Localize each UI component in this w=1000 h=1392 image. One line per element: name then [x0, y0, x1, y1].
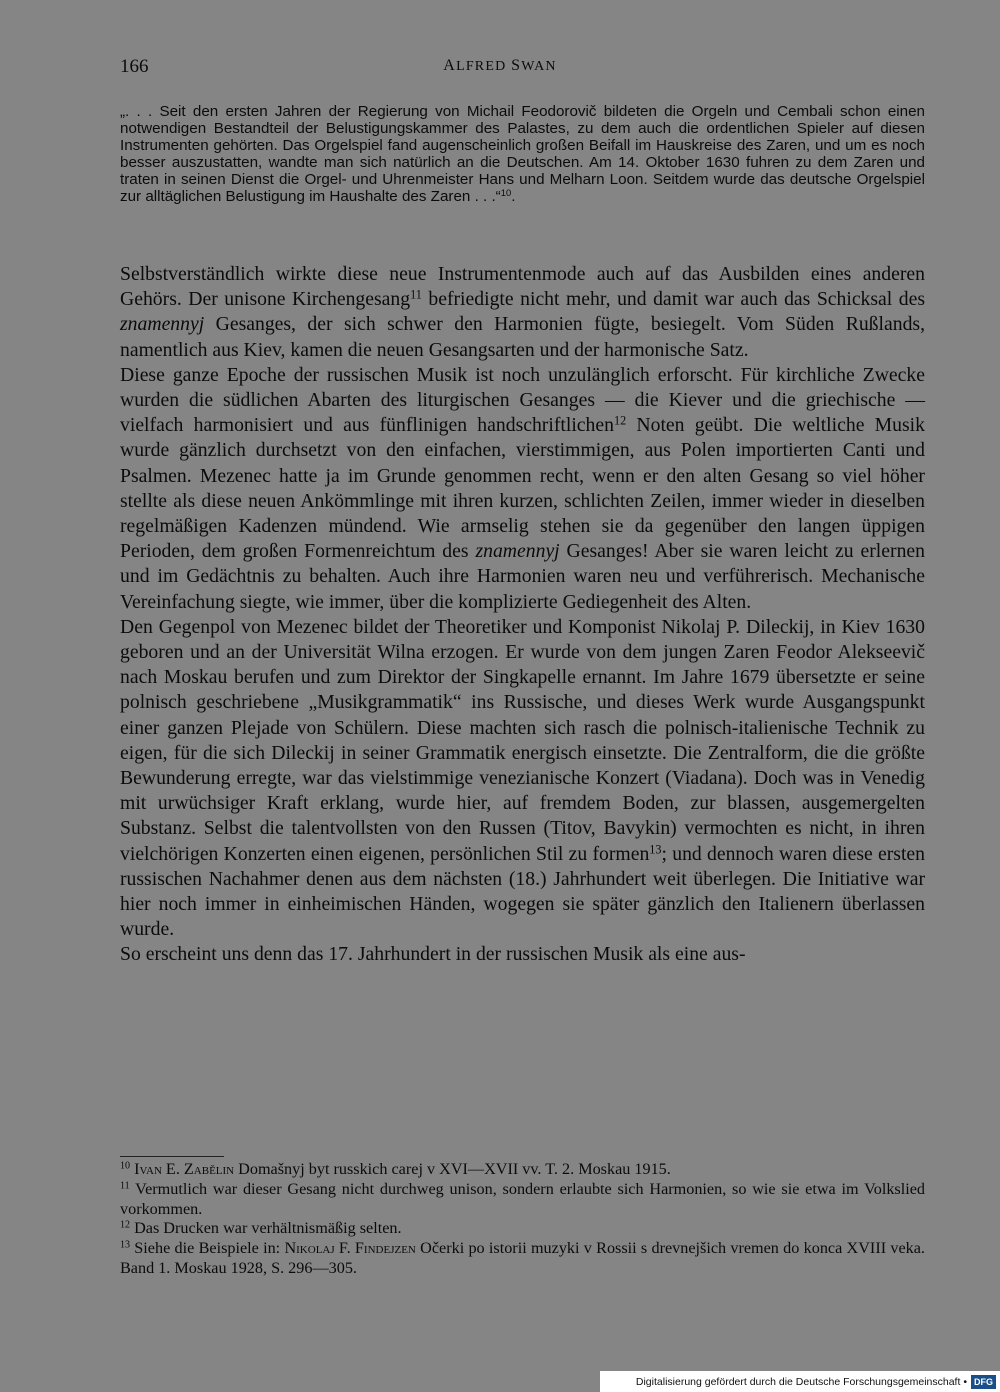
footnote-10-number: 10 [120, 1160, 131, 1172]
p2-italic: znamennyj [475, 540, 560, 563]
p3-text-b: ; und dennoch waren diese ersten russischen Nachahmer denen aus dem nächsten (18.) Jahrhundert weit überlegen. Die Initiative war hier noch immer in einheimischen Händen, wogegen sie später gänzlich den Italienern überlassen wurde. [120, 842, 925, 941]
quote-text: „. . . Seit den ersten Jahren der Regierung von Michail Feodorovič bildeten die Orgeln und Cembali schon einen notwendigen Bestandteil der Belustigungskammer des Palastes, zu dem auch die ordentlichen Spieler auf diesen Instrumenten gehörten. Das Orgelspiel fand augenscheinlich großen Beifall im Hauskreise des Zaren, und um es noch besser auszustatten, wandte man sich natürlich an die Deutschen. Am 14. Oktober 1630 fuhren zu dem Zaren und traten in seinen Dienst die Orgel- und Uhrenmeister Hans und Melharn Loon. Seitdem wurde das deutsche Orgelspiel zur alltäglichen Belustigung im Haushalte des Zaren . . .“ [120, 103, 925, 205]
paragraph-3 [120, 615, 925, 943]
running-head-a: A [443, 57, 457, 74]
footnote-13-author: Nikolaj F. Findejzen [284, 1239, 416, 1258]
p2-text-c: Gesanges! Aber sie waren leicht zu erlernen und im Gedächtnis zu behalten. Auch ihre Harmonien waren neu und verführerisch. Mechanische Vereinfachung siegte, wie immer, über die komplizierte Gediegenheit des Alten. [120, 540, 926, 613]
dfg-logo-icon: DFG [971, 1375, 996, 1389]
block-quote [120, 104, 925, 205]
footnote-13-text-a: Siehe die Beispiele in: [130, 1239, 285, 1258]
footnote-ref-10: 10 [500, 186, 512, 198]
running-head-d: WAN [521, 59, 557, 74]
footnote-12-text: Das Drucken war verhältnismäßig selten. [130, 1219, 402, 1238]
page-number: 166 [120, 56, 149, 77]
watermark-text: Digitalisierung gefördert durch die Deutsche Forschungsgemeinschaft • [635, 1375, 967, 1388]
footnote-11-text: Vermutlich war dieser Gesang nicht durchweg unison, sondern erlaubte sich Harmonien, so wie sie etwa im Volkslied vorkommen. [120, 1179, 925, 1218]
footnote-rule [120, 1156, 224, 1157]
footnote-ref-11: 11 [410, 287, 422, 302]
p1-text-b: befriedigte nicht mehr, und damit war auch das Schicksal des [421, 288, 926, 311]
dfg-watermark [600, 1371, 1000, 1392]
paragraph-4: So erscheint uns denn das 17. Jahrhundert in der russischen Musik als eine aus- [120, 943, 746, 966]
p3-text-a: Den Gegenpol von Mezenec bildet der Theoretiker und Komponist Nikolaj P. Dileckij, in Kiev 1630 geboren und an der Universität Wilna erzogen. Er wurde von dem jungen Zaren Feodor Alekseevič nach Moskau berufen und zum Direktor der Singkapelle ernannt. Im Jahre 1679 übersetzte er seine polnisch geschriebene „Musikgrammatik“ ins Russische, und dieses Werk wurde Ausgangspunkt einer ganzen Plejade von Schülern. Diese machten sich rasch die polnisch-italienische Technik zu eigen, für die sich Dileckij in seiner Grammatik energisch einsetzte. Die Zentralform, die die größte Bewunderung erregte, war das vielstimmige venezianische Konzert (Viadana). Doch was in Venedig mit urwüchsiger Kraft erklang, wurde hier, auf fremdem Boden, zur blassen, ausgemergelten Substanz. Selbst die talentvollsten von den Russen (Titov, Bavykin) vermochten es nicht, in ihren vielchörigen Konzerten einen eigenen, persönlichen Stil zu formen [120, 615, 925, 865]
footnote-10-author: Ivan E. Zabělin [134, 1160, 235, 1178]
quote-end: . [511, 187, 516, 205]
paragraph-2 [120, 363, 925, 615]
paragraph-1 [120, 262, 925, 363]
footnote-11 [120, 1180, 925, 1220]
running-head [0, 57, 1000, 75]
footnote-12-number: 12 [120, 1219, 131, 1231]
p1-italic: znamennyj [120, 313, 205, 336]
footnote-13-text-b: Očerki po istorii muzyki v Rossii s drevnejšich vremen do konca XVIII veka. Band 1. Moskau 1928, S. 296—305. [120, 1239, 925, 1277]
footnote-13 [120, 1239, 925, 1279]
footnotes [120, 1160, 925, 1279]
footnote-ref-12: 12 [613, 413, 627, 428]
p1-text-c: Gesanges, der sich schwer den Harmonien fügte, besiegelt. Vom Süden Rußlands, namentlich aus Kiev, kamen die neuen Gesangsarten und der harmonische Satz. [120, 313, 925, 361]
footnote-10 [120, 1160, 925, 1180]
body-text [120, 262, 925, 968]
p2-text-b: Noten geübt. Die weltliche Musik wurde gänzlich durchsetzt von den einfachen, vierstimmigen, aus Polen importierten Canti und Psalmen. Mezenec hatte ja im Grunde genommen recht, wenn er den alten Gesang so viel höher stellte als diese neuen Ankömmlinge mit ihren kurzen, schlichten Zeilen, immer wieder in dieselben regelmäßigen Kadenzen mündend. Wie armselig stehen sie da gegenüber den langen üppigen Perioden, dem großen Formenreichtum des [120, 414, 925, 563]
footnote-12 [120, 1219, 925, 1239]
p1-text-a: Selbstverständlich wirkte diese neue Instrumentenmode auch auf das Ausbilden eines anderen Gehörs. Der unisone Kirchengesang [120, 263, 925, 311]
running-head-b: LFRED [456, 59, 512, 74]
footnote-ref-13: 13 [649, 841, 662, 856]
footnote-11-number: 11 [120, 1180, 130, 1192]
p2-text-a: Diese ganze Epoche der russischen Musik ist noch unzulänglich erforscht. Für kirchliche Zwecke wurden die südlichen Abarten des liturgischen Gesanges — die Kiever und die griechische — vielfach harmonisiert und aus fünflinigen handschriftlichen [120, 363, 925, 437]
footnote-13-number: 13 [120, 1239, 131, 1251]
running-head-c: S [511, 57, 522, 74]
footnote-10-text: Domašnyj byt russkich carej v XVI—XVII vv. T. 2. Moskau 1915. [234, 1160, 671, 1178]
